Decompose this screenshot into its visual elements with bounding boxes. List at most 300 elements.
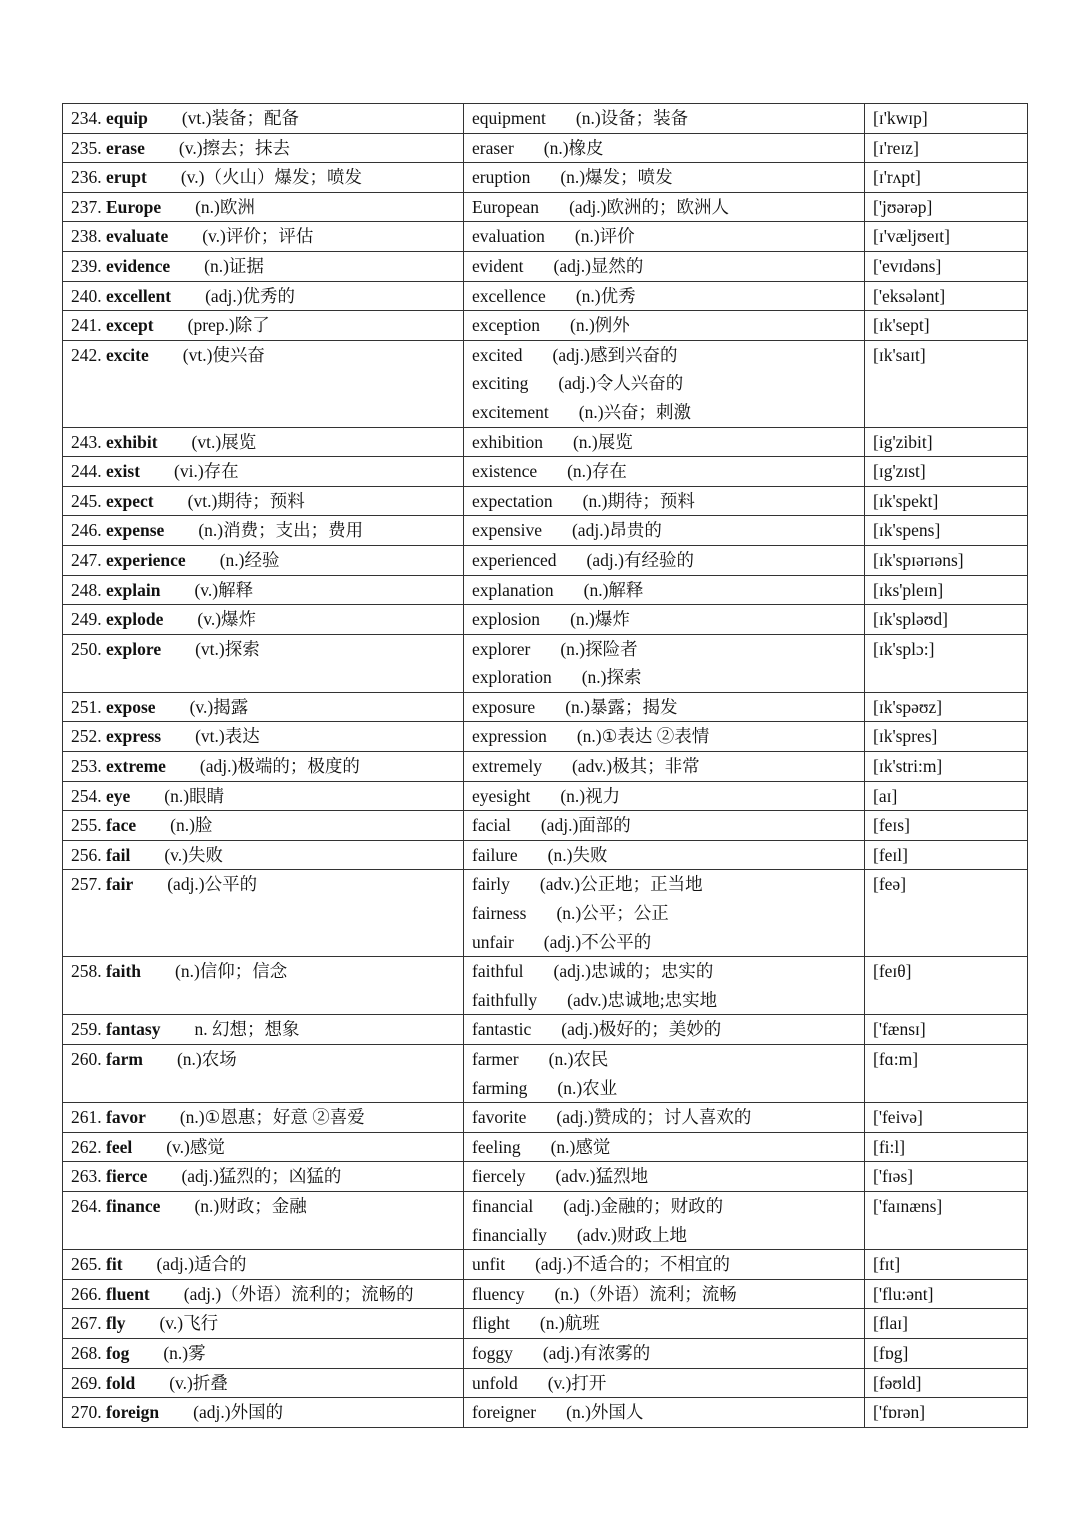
derived-words-cell bbox=[464, 311, 865, 341]
derived-words-cell bbox=[464, 634, 865, 692]
headword-cell bbox=[63, 1250, 464, 1280]
derived-words-cell bbox=[464, 1309, 865, 1339]
derived-meaning: (n.)橡皮 bbox=[543, 137, 604, 158]
derived-word: farmer bbox=[472, 1049, 519, 1069]
table-row bbox=[63, 427, 1028, 457]
table-row bbox=[63, 1338, 1028, 1368]
phonetic-cell bbox=[865, 457, 1028, 487]
table-row bbox=[63, 281, 1028, 311]
derived-meaning: (adv.)忠诚地;忠实地 bbox=[567, 989, 718, 1010]
derived-word: exploration bbox=[472, 667, 552, 688]
derived-word-line bbox=[472, 398, 856, 427]
phonetic-cell bbox=[865, 957, 1028, 1015]
headword: experience bbox=[106, 549, 186, 570]
derived-words-cell bbox=[464, 486, 865, 516]
headword: feel bbox=[106, 1136, 133, 1157]
headword-cell bbox=[63, 722, 464, 752]
entry-number: 235. bbox=[71, 137, 102, 158]
derived-words-cell bbox=[464, 1015, 865, 1045]
derived-words-cell bbox=[464, 222, 865, 252]
derived-word: expectation bbox=[472, 490, 553, 511]
derived-word-line bbox=[472, 546, 856, 575]
headword: fluent bbox=[106, 1283, 150, 1304]
derived-meaning: (n.)设备；装备 bbox=[575, 108, 689, 128]
phonetic-cell bbox=[865, 752, 1028, 782]
entry-number: 248. bbox=[71, 579, 102, 600]
derived-word: foggy bbox=[472, 1342, 513, 1363]
headword-cell bbox=[63, 1279, 464, 1309]
headword-cell bbox=[63, 1045, 464, 1103]
derived-word-line bbox=[472, 222, 856, 251]
derived-meaning: (n.)存在 bbox=[567, 461, 627, 482]
derived-word: facial bbox=[472, 815, 511, 836]
phonetic-cell bbox=[865, 575, 1028, 605]
entry-number: 244. bbox=[71, 461, 102, 482]
derived-words-cell bbox=[464, 251, 865, 281]
headword-cell bbox=[63, 192, 464, 222]
table-row bbox=[63, 957, 1028, 1015]
derived-word-line bbox=[472, 782, 856, 811]
derived-word: exception bbox=[472, 315, 541, 336]
table-row bbox=[63, 163, 1028, 193]
headword-cell bbox=[63, 870, 464, 957]
phonetic-cell bbox=[865, 1103, 1028, 1133]
table-row bbox=[63, 634, 1028, 692]
phonetic: [ɪk'spɪərɪəns] bbox=[873, 549, 964, 570]
phonetic-cell bbox=[865, 692, 1028, 722]
derived-words-cell bbox=[464, 1103, 865, 1133]
phonetic: [fɒg] bbox=[873, 1342, 909, 1363]
derived-meaning: (adv.)极其；非常 bbox=[571, 756, 700, 777]
derived-meaning: (n.)兴奋；刺激 bbox=[578, 401, 692, 422]
derived-word-line bbox=[472, 1369, 856, 1398]
derived-word-line bbox=[472, 870, 856, 899]
headword-meaning: (vi.)存在 bbox=[174, 461, 239, 482]
derived-meaning: (n.)爆炸 bbox=[570, 609, 630, 630]
phonetic-cell bbox=[865, 1250, 1028, 1280]
phonetic-cell bbox=[865, 192, 1028, 222]
entry-number: 242. bbox=[71, 344, 102, 365]
headword: fly bbox=[106, 1313, 126, 1334]
derived-word: fluency bbox=[472, 1283, 525, 1304]
entry-number: 246. bbox=[71, 520, 102, 541]
entry-number: 241. bbox=[71, 315, 102, 336]
derived-word-line bbox=[472, 282, 856, 311]
derived-meaning: (n.)感觉 bbox=[550, 1136, 611, 1157]
derived-meaning: (n.)视力 bbox=[560, 785, 621, 806]
headword-cell bbox=[63, 1338, 464, 1368]
derived-word-line bbox=[472, 957, 856, 986]
table-row bbox=[63, 457, 1028, 487]
derived-word: evident bbox=[472, 255, 524, 276]
headword-meaning: (vt.)展览 bbox=[191, 431, 257, 452]
derived-word-line bbox=[472, 1309, 856, 1338]
phonetic: ['faɪnæns] bbox=[873, 1195, 943, 1216]
derived-meaning: (adj.)赞成的；讨人喜欢的 bbox=[556, 1107, 752, 1128]
entry-number: 257. bbox=[71, 874, 102, 895]
headword: express bbox=[106, 726, 162, 747]
derived-word-line bbox=[472, 1103, 856, 1132]
derived-words-cell bbox=[464, 133, 865, 163]
phonetic-cell bbox=[865, 1162, 1028, 1192]
phonetic: [ɪk'spens] bbox=[873, 520, 941, 541]
entry-number: 260. bbox=[71, 1049, 102, 1069]
headword-cell bbox=[63, 605, 464, 635]
headword-meaning: (v.)失败 bbox=[164, 844, 223, 865]
phonetic: [ɪk'spres] bbox=[873, 726, 938, 747]
derived-word-line bbox=[472, 899, 856, 928]
headword-cell bbox=[63, 811, 464, 841]
derived-word-line bbox=[472, 1280, 856, 1309]
derived-words-cell bbox=[464, 575, 865, 605]
headword: excite bbox=[106, 344, 149, 365]
derived-word: farming bbox=[472, 1077, 528, 1098]
headword-cell bbox=[63, 1368, 464, 1398]
derived-words-cell bbox=[464, 752, 865, 782]
derived-word-line bbox=[472, 311, 856, 340]
headword-meaning: (adj.)优秀的 bbox=[205, 285, 296, 306]
phonetic: [ɪk'sept] bbox=[873, 315, 930, 336]
derived-word-line bbox=[472, 163, 856, 192]
phonetic-cell bbox=[865, 1191, 1028, 1249]
derived-word-line bbox=[472, 1162, 856, 1191]
phonetic-cell bbox=[865, 133, 1028, 163]
derived-words-cell bbox=[464, 1250, 865, 1280]
headword-meaning: (v.)（火山）爆发；喷发 bbox=[180, 167, 362, 188]
headword-meaning: (vt.)表达 bbox=[195, 726, 260, 747]
derived-word-line bbox=[472, 722, 856, 751]
headword-meaning: (n.)农场 bbox=[176, 1049, 237, 1069]
derived-word: explorer bbox=[472, 638, 531, 659]
entry-number: 259. bbox=[71, 1019, 102, 1040]
derived-words-cell bbox=[464, 427, 865, 457]
entry-number: 250. bbox=[71, 638, 102, 659]
entry-number: 252. bbox=[71, 726, 102, 747]
headword-meaning: (n.)①恩惠；好意 ②喜爱 bbox=[179, 1107, 365, 1128]
derived-words-cell bbox=[464, 340, 865, 427]
derived-meaning: (adj.)令人兴奋的 bbox=[558, 373, 684, 394]
derived-meaning: (n.)①表达 ②表情 bbox=[576, 726, 710, 747]
entry-number: 261. bbox=[71, 1107, 102, 1128]
entry-number: 245. bbox=[71, 490, 102, 511]
derived-meaning: (n.)外国人 bbox=[566, 1402, 644, 1423]
headword-cell bbox=[63, 427, 464, 457]
phonetic: ['fɒrən] bbox=[873, 1402, 926, 1423]
derived-meaning: (adj.)显然的 bbox=[553, 255, 644, 276]
derived-words-cell bbox=[464, 281, 865, 311]
derived-meaning: (v.)打开 bbox=[547, 1372, 607, 1393]
derived-meaning: (n.)优秀 bbox=[575, 285, 636, 306]
headword-cell bbox=[63, 692, 464, 722]
headword-cell bbox=[63, 133, 464, 163]
derived-word: excellence bbox=[472, 285, 546, 306]
phonetic-cell bbox=[865, 1045, 1028, 1103]
derived-words-cell bbox=[464, 1398, 865, 1428]
headword: exist bbox=[106, 461, 141, 482]
derived-word: financial bbox=[472, 1195, 534, 1216]
headword-cell bbox=[63, 1191, 464, 1249]
derived-word-line bbox=[472, 1192, 856, 1221]
phonetic-cell bbox=[865, 870, 1028, 957]
entry-number: 236. bbox=[71, 167, 102, 188]
phonetic: [ɪg'zɪst] bbox=[873, 461, 926, 482]
phonetic: ['fænsɪ] bbox=[873, 1019, 926, 1040]
table-row bbox=[63, 1132, 1028, 1162]
headword: fog bbox=[106, 1342, 130, 1363]
headword-cell bbox=[63, 752, 464, 782]
derived-word-line bbox=[472, 341, 856, 370]
table-row bbox=[63, 1162, 1028, 1192]
table-row bbox=[63, 752, 1028, 782]
derived-meaning: (adj.)极好的；美妙的 bbox=[561, 1019, 722, 1040]
derived-meaning: (adj.)面部的 bbox=[540, 815, 631, 836]
derived-meaning: (adj.)昂贵的 bbox=[571, 520, 662, 541]
table-row bbox=[63, 1250, 1028, 1280]
headword: eye bbox=[106, 785, 131, 806]
table-row bbox=[63, 870, 1028, 957]
phonetic: [ɪks'pleɪn] bbox=[873, 579, 944, 600]
derived-meaning: (adv.)猛烈地 bbox=[555, 1166, 649, 1187]
headword-cell bbox=[63, 311, 464, 341]
derived-words-cell bbox=[464, 457, 865, 487]
vocabulary-table-body bbox=[63, 104, 1028, 1428]
entry-number: 253. bbox=[71, 756, 102, 777]
table-row bbox=[63, 811, 1028, 841]
derived-word: foreigner bbox=[472, 1402, 537, 1423]
headword: exhibit bbox=[106, 431, 158, 452]
derived-word: fairly bbox=[472, 874, 510, 895]
derived-words-cell bbox=[464, 722, 865, 752]
entry-number: 238. bbox=[71, 226, 102, 247]
table-row bbox=[63, 575, 1028, 605]
entry-number: 267. bbox=[71, 1313, 102, 1334]
derived-word-line bbox=[472, 663, 856, 692]
headword: evaluate bbox=[106, 226, 169, 247]
headword-cell bbox=[63, 1103, 464, 1133]
phonetic: [feɪs] bbox=[873, 815, 910, 836]
derived-word-line bbox=[472, 104, 856, 133]
headword-meaning: (n.)眼睛 bbox=[164, 785, 225, 806]
phonetic: [ɪk'spekt] bbox=[873, 490, 939, 511]
derived-word: unfair bbox=[472, 931, 514, 952]
table-row bbox=[63, 781, 1028, 811]
headword-cell bbox=[63, 781, 464, 811]
headword-meaning: (n.)经验 bbox=[219, 549, 280, 570]
headword-cell bbox=[63, 457, 464, 487]
derived-meaning: (n.)（外语）流利；流畅 bbox=[554, 1283, 737, 1304]
table-row bbox=[63, 486, 1028, 516]
phonetic-cell bbox=[865, 811, 1028, 841]
vocabulary-table bbox=[62, 103, 1028, 1428]
derived-meaning: (adj.)有浓雾的 bbox=[542, 1342, 651, 1363]
derived-meaning: (n.)解释 bbox=[583, 579, 644, 600]
derived-word-line bbox=[472, 576, 856, 605]
derived-words-cell bbox=[464, 870, 865, 957]
headword: equip bbox=[106, 108, 148, 128]
derived-word-line bbox=[472, 428, 856, 457]
phonetic-cell bbox=[865, 1015, 1028, 1045]
entry-number: 255. bbox=[71, 815, 102, 836]
phonetic-cell bbox=[865, 1338, 1028, 1368]
headword: except bbox=[106, 315, 154, 336]
headword-meaning: (v.)感觉 bbox=[166, 1136, 225, 1157]
entry-number: 254. bbox=[71, 785, 102, 806]
phonetic: [ɪ'kwɪp] bbox=[873, 108, 928, 128]
table-row bbox=[63, 1309, 1028, 1339]
phonetic: [fɪt] bbox=[873, 1254, 901, 1275]
entry-number: 239. bbox=[71, 255, 102, 276]
phonetic-cell bbox=[865, 1309, 1028, 1339]
headword-meaning: (adj.)极端的；极度的 bbox=[199, 756, 360, 777]
derived-meaning: (adv.)公正地；正当地 bbox=[539, 874, 703, 895]
derived-word: exposure bbox=[472, 696, 536, 717]
derived-words-cell bbox=[464, 840, 865, 870]
headword-cell bbox=[63, 251, 464, 281]
headword: faith bbox=[106, 961, 141, 982]
headword: erase bbox=[106, 137, 145, 158]
entry-number: 263. bbox=[71, 1166, 102, 1187]
derived-words-cell bbox=[464, 104, 865, 134]
phonetic: [ɪk'spləʊd] bbox=[873, 609, 948, 630]
derived-word-line bbox=[472, 635, 856, 664]
table-row bbox=[63, 1103, 1028, 1133]
headword-meaning: (adj.)（外语）流利的；流畅的 bbox=[183, 1283, 414, 1304]
phonetic: [ɪ'væljʊeɪt] bbox=[873, 226, 950, 247]
phonetic: [feə] bbox=[873, 874, 907, 895]
headword-meaning: (v.)折叠 bbox=[169, 1372, 228, 1393]
headword-meaning: (vt.)使兴奋 bbox=[182, 344, 265, 365]
headword-meaning: (v.)擦去；抹去 bbox=[178, 137, 291, 158]
derived-meaning: (adj.)不适合的；不相宜的 bbox=[535, 1254, 730, 1275]
headword: fierce bbox=[106, 1166, 148, 1187]
headword: farm bbox=[106, 1049, 143, 1069]
phonetic-cell bbox=[865, 163, 1028, 193]
headword-meaning: (n.)脸 bbox=[170, 815, 213, 836]
phonetic-cell bbox=[865, 840, 1028, 870]
phonetic-cell bbox=[865, 251, 1028, 281]
derived-word-line bbox=[472, 986, 856, 1015]
derived-meaning: (adj.)金融的；财政的 bbox=[563, 1195, 724, 1216]
headword: finance bbox=[106, 1195, 161, 1216]
phonetic: [aɪ] bbox=[873, 785, 898, 806]
derived-words-cell bbox=[464, 1162, 865, 1192]
table-row bbox=[63, 1279, 1028, 1309]
entry-number: 264. bbox=[71, 1195, 102, 1216]
derived-word: experienced bbox=[472, 549, 557, 570]
entry-number: 237. bbox=[71, 196, 102, 217]
derived-words-cell bbox=[464, 1368, 865, 1398]
headword: explode bbox=[106, 609, 164, 630]
derived-word: existence bbox=[472, 461, 538, 482]
headword-meaning: (v.)解释 bbox=[194, 579, 254, 600]
headword-meaning: (prep.)除了 bbox=[187, 315, 270, 336]
derived-word: excitement bbox=[472, 401, 549, 422]
headword-cell bbox=[63, 545, 464, 575]
derived-word: extremely bbox=[472, 756, 542, 777]
derived-word: evaluation bbox=[472, 226, 545, 247]
derived-word: expensive bbox=[472, 520, 542, 541]
phonetic: ['evɪdəns] bbox=[873, 255, 942, 276]
headword-meaning: (adj.)适合的 bbox=[156, 1254, 247, 1275]
phonetic: [ɪ'reɪz] bbox=[873, 137, 919, 158]
phonetic-cell bbox=[865, 1279, 1028, 1309]
derived-meaning: (n.)展览 bbox=[572, 431, 633, 452]
phonetic-cell bbox=[865, 340, 1028, 427]
derived-words-cell bbox=[464, 545, 865, 575]
derived-words-cell bbox=[464, 957, 865, 1015]
phonetic: ['feivə] bbox=[873, 1107, 923, 1128]
headword: expose bbox=[106, 696, 156, 717]
table-row bbox=[63, 722, 1028, 752]
table-row bbox=[63, 1368, 1028, 1398]
derived-meaning: (adj.)欧洲的；欧洲人 bbox=[569, 196, 729, 217]
headword-cell bbox=[63, 104, 464, 134]
derived-meaning: (n.)期待；预料 bbox=[582, 490, 695, 511]
derived-word-line bbox=[472, 1250, 856, 1279]
headword: evidence bbox=[106, 255, 171, 276]
derived-meaning: (n.)航班 bbox=[539, 1313, 600, 1334]
derived-word: fiercely bbox=[472, 1166, 526, 1187]
derived-word-line bbox=[472, 252, 856, 281]
derived-word-line bbox=[472, 1339, 856, 1368]
derived-word-line bbox=[472, 811, 856, 840]
phonetic: [feɪθ] bbox=[873, 961, 912, 982]
phonetic-cell bbox=[865, 1398, 1028, 1428]
phonetic: ['flu:ənt] bbox=[873, 1283, 934, 1304]
derived-meaning: (n.)暴露；揭发 bbox=[565, 696, 678, 717]
table-row bbox=[63, 545, 1028, 575]
derived-meaning: (n.)公平；公正 bbox=[556, 903, 669, 924]
table-row bbox=[63, 192, 1028, 222]
derived-word-line bbox=[472, 134, 856, 163]
headword: expense bbox=[106, 520, 165, 541]
derived-meaning: (adj.)感到兴奋的 bbox=[552, 344, 678, 365]
derived-word: eruption bbox=[472, 167, 531, 188]
headword-cell bbox=[63, 1132, 464, 1162]
derived-meaning: (adv.)财政上地 bbox=[576, 1224, 687, 1245]
phonetic-cell bbox=[865, 486, 1028, 516]
table-row bbox=[63, 516, 1028, 546]
derived-words-cell bbox=[464, 1338, 865, 1368]
derived-meaning: (n.)例外 bbox=[570, 315, 630, 336]
headword: fair bbox=[106, 874, 134, 895]
derived-words-cell bbox=[464, 163, 865, 193]
entry-number: 247. bbox=[71, 549, 102, 570]
headword-cell bbox=[63, 957, 464, 1015]
derived-words-cell bbox=[464, 192, 865, 222]
phonetic-cell bbox=[865, 311, 1028, 341]
headword-meaning: (n.)财政；金融 bbox=[194, 1195, 307, 1216]
headword-cell bbox=[63, 1398, 464, 1428]
headword-meaning: (n.)证据 bbox=[204, 255, 264, 276]
derived-word: eraser bbox=[472, 137, 514, 158]
derived-words-cell bbox=[464, 692, 865, 722]
derived-meaning: (n.)农民 bbox=[548, 1049, 609, 1069]
headword-meaning: (adj.)猛烈的；凶猛的 bbox=[181, 1166, 342, 1187]
phonetic-cell bbox=[865, 634, 1028, 692]
phonetic-cell bbox=[865, 281, 1028, 311]
table-row bbox=[63, 692, 1028, 722]
headword-meaning: (adj.)外国的 bbox=[193, 1402, 284, 1423]
derived-meaning: (adj.)不公平的 bbox=[543, 931, 652, 952]
table-row bbox=[63, 340, 1028, 427]
headword: Europe bbox=[106, 196, 162, 217]
derived-word: fantastic bbox=[472, 1019, 532, 1040]
derived-word: financially bbox=[472, 1224, 547, 1245]
derived-word-line bbox=[472, 605, 856, 634]
derived-word-line bbox=[472, 516, 856, 545]
derived-word-line bbox=[472, 1133, 856, 1162]
